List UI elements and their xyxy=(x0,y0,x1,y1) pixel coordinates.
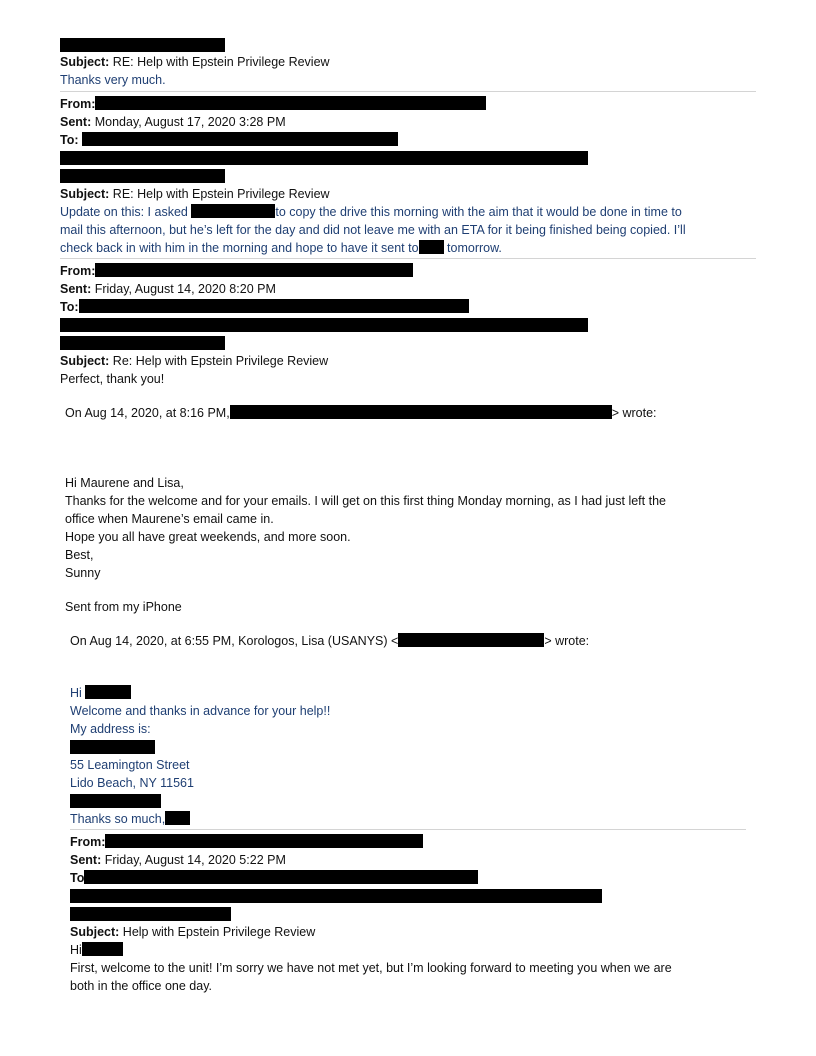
quote-line: Thanks for the welcome and for your emails. I will get on this first thing Monday morning, as I had just left the xyxy=(65,494,666,508)
to-label: To xyxy=(70,871,85,885)
quote-greeting xyxy=(70,685,131,701)
redaction-bar xyxy=(165,811,190,825)
to-label: To: xyxy=(60,300,79,314)
sent-date: Friday, August 14, 2020 5:22 PM xyxy=(104,853,286,867)
sent-date: Monday, August 17, 2020 3:28 PM xyxy=(94,115,286,129)
quote-line: Hope you all have great weekends, and more soon. xyxy=(65,530,351,544)
quote-greeting: Hi Maurene and Lisa, xyxy=(65,476,184,490)
redaction-bar xyxy=(60,169,225,183)
quote-header-text: > wrote: xyxy=(611,406,657,420)
divider xyxy=(70,829,746,830)
subject-text: RE: Help with Epstein Privilege Review xyxy=(112,187,330,201)
redaction-bar xyxy=(70,889,602,903)
quote-line: My address is: xyxy=(70,722,151,736)
redaction-bar xyxy=(60,336,225,350)
sent-line xyxy=(70,852,286,868)
body-line: both in the office one day. xyxy=(70,979,213,993)
body-line xyxy=(60,240,502,256)
sent-date: Friday, August 14, 2020 8:20 PM xyxy=(94,282,276,296)
to-line xyxy=(60,132,398,148)
subject-label: Subject: xyxy=(60,354,110,368)
body-text: to copy the drive this morning with the aim that it would be done in time to xyxy=(275,205,682,219)
redaction-bar xyxy=(70,740,155,754)
body-line xyxy=(60,204,682,220)
quote-line: Best, xyxy=(65,548,94,562)
greeting-text: Hi xyxy=(70,686,82,700)
reply-body: Perfect, thank you! xyxy=(60,372,165,386)
quote-line: Welcome and thanks in advance for your help!! xyxy=(70,704,331,718)
redaction-bar xyxy=(79,299,469,313)
divider xyxy=(60,91,756,92)
address-line: 55 Leamington Street xyxy=(70,758,190,772)
body-text: check back in with him in the morning and hope to have it sent to xyxy=(60,241,419,255)
quote-header xyxy=(70,633,589,649)
from-line xyxy=(60,263,413,279)
redaction-bar xyxy=(95,96,486,110)
body-text: tomorrow. xyxy=(447,241,502,255)
to-line xyxy=(60,299,469,315)
reply-body: Thanks very much. xyxy=(60,73,166,87)
subject-label: Subject: xyxy=(60,187,110,201)
subject-line xyxy=(60,186,330,202)
redaction-bar xyxy=(230,405,612,419)
subject-text: RE: Help with Epstein Privilege Review xyxy=(112,55,330,69)
redaction-bar xyxy=(60,38,225,52)
to-label: To: xyxy=(60,133,79,147)
sent-line xyxy=(60,114,286,130)
redaction-bar xyxy=(85,685,131,699)
redaction-bar xyxy=(84,870,478,884)
to-line xyxy=(70,870,478,886)
quote-line: office when Maurene’s email came in. xyxy=(65,512,274,526)
subject-line xyxy=(70,924,315,940)
subject-text: Re: Help with Epstein Privilege Review xyxy=(112,354,329,368)
redaction-bar xyxy=(60,318,588,332)
from-label: From: xyxy=(70,835,106,849)
quote-line: Sunny xyxy=(65,566,101,580)
quote-signature: Sent from my iPhone xyxy=(65,600,182,614)
quote-header xyxy=(65,405,657,421)
closing-text: Thanks so much, xyxy=(70,812,166,826)
redaction-bar xyxy=(419,240,444,254)
subject-label: Subject: xyxy=(70,925,120,939)
divider xyxy=(60,258,756,259)
quote-header-text: > wrote: xyxy=(544,634,590,648)
sent-line xyxy=(60,281,276,297)
redaction-bar xyxy=(60,151,588,165)
redaction-bar xyxy=(70,907,231,921)
subject-line xyxy=(60,353,328,369)
body-line: mail this afternoon, but he’s left for the day and did not leave me with an ETA for it being finished being copied. I’ll xyxy=(60,223,686,237)
redaction-bar xyxy=(105,834,423,848)
subject-line xyxy=(60,54,330,70)
quote-closing xyxy=(70,811,190,827)
redaction-bar xyxy=(191,204,275,218)
quote-header-text: On Aug 14, 2020, at 6:55 PM, Korologos, Lisa (USANYS) < xyxy=(70,634,399,648)
subject-label: Subject: xyxy=(60,55,110,69)
greeting-text: Hi xyxy=(70,943,82,957)
from-line xyxy=(60,96,486,112)
sent-label: Sent: xyxy=(60,282,92,296)
from-label: From: xyxy=(60,97,96,111)
body-line: First, welcome to the unit! I’m sorry we have not met yet, but I’m looking forward to meeting you when we are xyxy=(70,961,672,975)
quote-header-text: On Aug 14, 2020, at 8:16 PM, xyxy=(65,406,230,420)
body-greeting xyxy=(70,942,123,958)
redaction-bar xyxy=(82,942,123,956)
redaction-bar xyxy=(398,633,544,647)
from-line xyxy=(70,834,423,850)
sent-label: Sent: xyxy=(60,115,92,129)
address-line: Lido Beach, NY 11561 xyxy=(70,776,194,790)
body-text: Update on this: I asked xyxy=(60,205,188,219)
redaction-bar xyxy=(82,132,398,146)
subject-text: Help with Epstein Privilege Review xyxy=(122,925,316,939)
redaction-bar xyxy=(95,263,413,277)
redaction-bar xyxy=(70,794,161,808)
from-label: From: xyxy=(60,264,96,278)
sent-label: Sent: xyxy=(70,853,102,867)
